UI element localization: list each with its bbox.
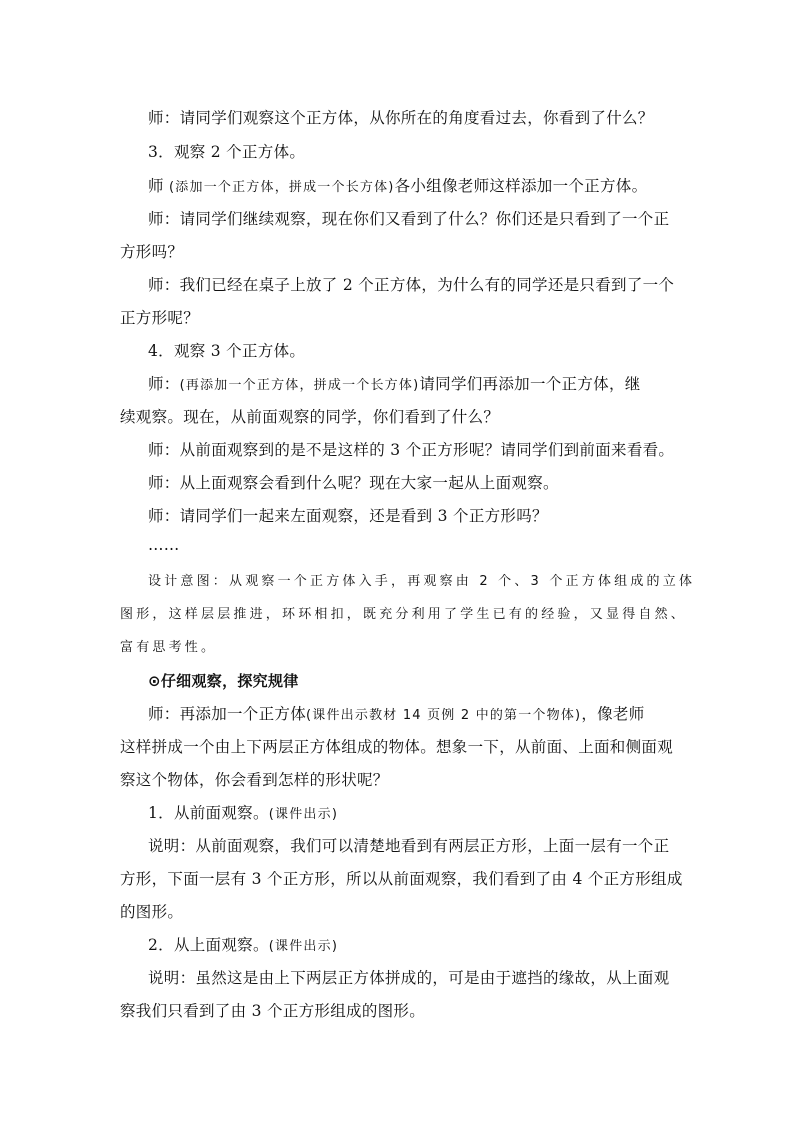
paragraph-line: 续观察。现在，从前面观察的同学，你们看到了什么？ bbox=[120, 408, 500, 426]
section-title: ⊙仔细观察，探究规律 bbox=[148, 672, 299, 690]
stage-note: (添加一个正方体，拼成一个长方体) bbox=[169, 180, 395, 195]
paragraph-line: 师：我们已经在桌子上放了 2 个正方体，为什么有的同学还是只看到了一个 bbox=[148, 276, 675, 294]
paragraph-line: 这样拼成一个由上下两层正方体组成的物体。想象一下，从前面、上面和侧面观 bbox=[120, 738, 674, 756]
paragraph-line: 察这个物体，你会看到怎样的形状呢？ bbox=[120, 771, 389, 789]
section-heading bbox=[148, 935, 338, 957]
section-heading bbox=[148, 803, 338, 825]
paragraph-line: 师：请同学们观察这个正方体，从你所在的角度看过去，你看到了什么？ bbox=[148, 109, 654, 127]
design-intent-line: 富有思考性。 bbox=[120, 640, 218, 655]
line-text: 各小组像老师这样添加一个正方体。 bbox=[394, 177, 648, 195]
paragraph-line: 说明：虽然这是由上下两层正方体拼成的，可是由于遮挡的缘故，从上面观 bbox=[148, 969, 670, 987]
section-heading: 3．观察 2 个正方体。 bbox=[148, 143, 306, 161]
line-text: ，像老师 bbox=[581, 705, 645, 723]
speaker-label: 师 bbox=[148, 177, 170, 195]
paragraph-line bbox=[148, 176, 647, 198]
paragraph-line: 方形，下面一层有 3 个正方形，所以从前面观察，我们看到了由 4 个正方形组成 bbox=[120, 870, 683, 888]
line-text: 2．从上面观察。 bbox=[148, 936, 269, 954]
paragraph-line: 师：请同学们继续观察，现在你们又看到了什么？你们还是只看到了一个正 bbox=[148, 210, 670, 228]
speaker-label: 师： bbox=[148, 375, 180, 393]
paragraph-line: 师：请同学们一起来左面观察，还是看到 3 个正方形吗？ bbox=[148, 507, 548, 525]
stage-note: (课件出示) bbox=[268, 807, 339, 822]
line-text: 请同学们再添加一个正方体，继 bbox=[419, 375, 641, 393]
stage-note: (课件出示教材 14 页例 2 中的第一个物体) bbox=[306, 708, 582, 723]
paragraph-line: 说明：从前面观察，我们可以清楚地看到有两层正方形，上面一层有一个正 bbox=[148, 837, 670, 855]
stage-note: (再添加一个正方体，拼成一个长方体) bbox=[179, 378, 420, 393]
line-text: 1．从前面观察。 bbox=[148, 804, 269, 822]
paragraph-line bbox=[148, 374, 641, 396]
section-heading: 4．观察 3 个正方体。 bbox=[148, 342, 306, 360]
paragraph-line: 察我们只看到了由 3 个正方形组成的图形。 bbox=[120, 1002, 426, 1020]
paragraph-line: 的图形。 bbox=[120, 903, 184, 921]
paragraph-line bbox=[148, 704, 645, 726]
paragraph-line: 师：从上面观察会看到什么呢？现在大家一起从上面观察。 bbox=[148, 474, 559, 492]
paragraph-line: 正方形呢？ bbox=[120, 309, 200, 327]
design-intent-line: 图形，这样层层推进，环环相扣，既充分利用了学生已有的经验，又显得自然、 bbox=[120, 607, 688, 622]
ellipsis: …… bbox=[148, 536, 180, 554]
design-intent-line: 设计意图：从观察一个正方体入手，再观察由 2 个、3 个正方体组成的立体 bbox=[148, 574, 696, 589]
paragraph-line: 师：从前面观察到的是不是这样的 3 个正方形呢？请同学们到前面来看看。 bbox=[148, 441, 675, 459]
paragraph-line: 方形吗？ bbox=[120, 243, 184, 261]
line-text: 师：再添加一个正方体 bbox=[148, 705, 307, 723]
stage-note: (课件出示) bbox=[268, 939, 339, 954]
